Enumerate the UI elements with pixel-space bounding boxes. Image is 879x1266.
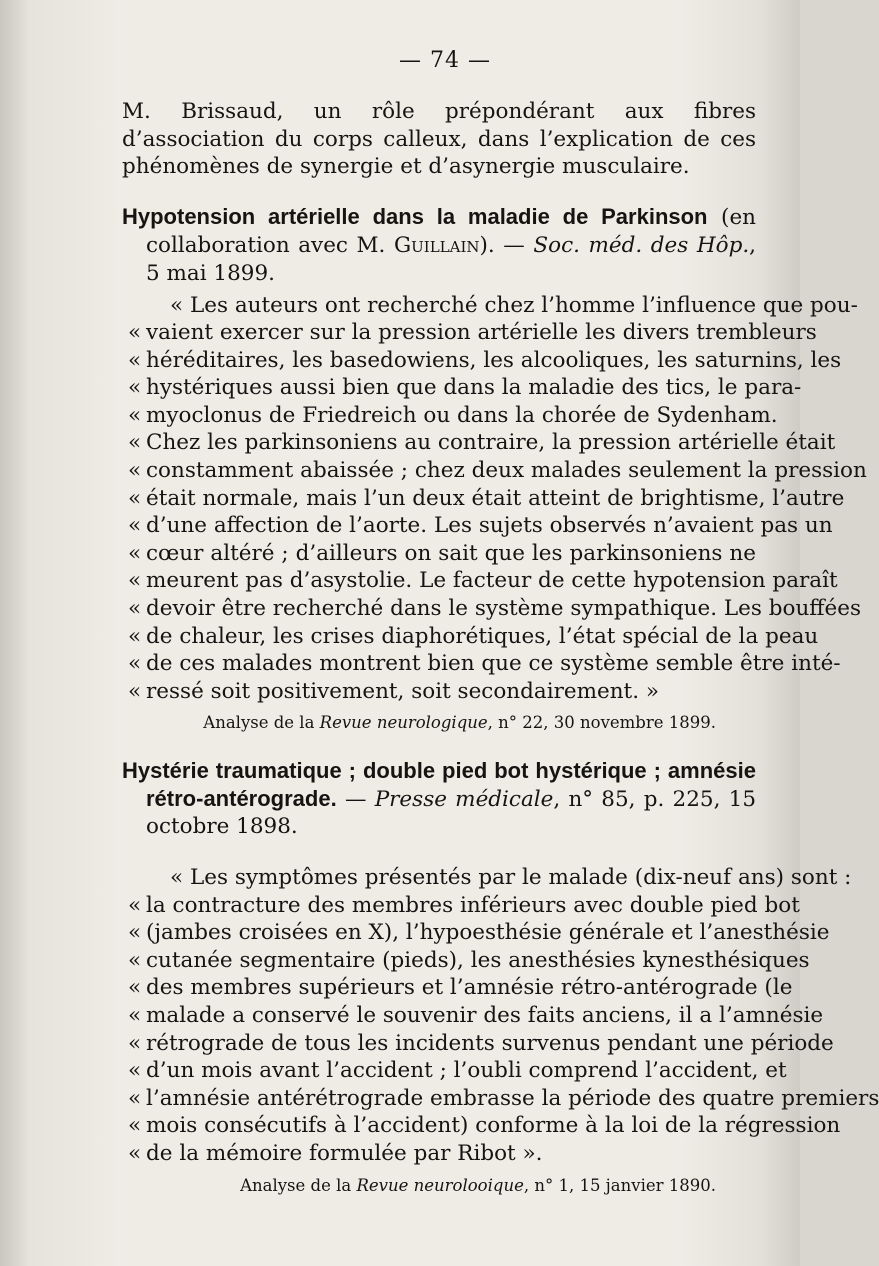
quote-line: myoclonus de Friedreich ou dans la chorée de Sydenham.: [146, 402, 778, 428]
coauthor-name: Guillain: [393, 232, 480, 258]
article2-date: , n° 85, p. 225, 15 octobre 1898.: [146, 787, 756, 839]
quote-line: (jambes croisées en X), l’hypoesthésie générale et l’anesthésie: [146, 920, 830, 946]
quote-line: héréditaires, les basedowiens, les alcooliques, les saturnins, les: [146, 347, 842, 373]
article1-title: Hypotension artérielle dans la maladie de Parkinson: [122, 203, 708, 229]
quote-line: « Les symptômes présentés par le malade (dix-neuf ans) sont :: [170, 865, 852, 890]
quote-line: était normale, mais l’un deux était atteint de brightisme, l’autre: [146, 485, 845, 511]
text-column: [122, 98, 879, 1199]
quote-line: mois consécutifs à l’accident) conforme à la loi de la régression: [146, 1113, 841, 1139]
quote-line: cutanée segmentaire (pieds), les anesthésies kynesthésiques: [146, 947, 810, 973]
article2-journal: Presse médicale: [374, 787, 554, 812]
intro-paragraph: M. Brissaud, un rôle prépondérant aux fibres d’association du corps calleux, dans l’explication de ces phénomènes de synergie et d’asynergie musculaire.: [122, 99, 756, 179]
quote-line: malade a conservé le souvenir des faits anciens, il a l’amnésie: [146, 1002, 824, 1028]
quote-line: d’un mois avant l’accident ; l’oubli comprend l’accident, et: [146, 1058, 787, 1084]
quote-line: Chez les parkinsoniens au contraire, la pression artérielle était: [146, 430, 836, 456]
article1-heading: Hypotension artérielle dans la maladie de Parkinson (en collaboration avec M. Guillain). — Soc. méd. des Hôp., 5 mai 1899.: [122, 203, 757, 286]
quote-line: cœur altéré ; d’ailleurs on sait que les parkinsoniens ne: [146, 540, 756, 566]
quote-line: ressé soit positivement, soit secondairement. »: [146, 678, 660, 704]
article2-quote: « Les symptômes présentés par le malade (dix-neuf ans) sont : « la contracture des membres inférieurs avec double pied bot « (jambes croisées en X), l’hypoesthésie générale et l’anesthésie « cutanée segmentaire (pieds), les anesthésies kynesthésiques « des membres supérieurs et l’amnésie rétro-antérograde (le « malade a conservé le souvenir des faits anciens, il a l’amnésie « rétrograde de tous les incidents survenus pendant une période « d’un mois avant l’accident ; l’oubli comprend l’accident, et « l’amnésie antérétrograde embrasse la période des quatre premiers « mois consécutifs à l’accident) conforme à la loi de la régression « de la mémoire formulée par Ribot ».: [128, 865, 879, 1166]
page-number: — 74 —: [399, 48, 491, 73]
quote-line: de ces malades montrent bien que ce système semble être inté-: [146, 651, 841, 677]
quote-line: « Les auteurs ont recherché chez l’homme l’influence que pou-: [170, 292, 858, 318]
article1-journal: Soc. méd. des Hôp.: [533, 232, 750, 258]
quote-line: meurent pas d’asystolie. Le facteur de cette hypotension paraît: [146, 568, 838, 594]
quote-line: de la mémoire formulée par Ribot ».: [146, 1140, 543, 1166]
quote-line: rétrograde de tous les incidents survenus pendant une période: [146, 1030, 834, 1056]
quote-line: des membres supérieurs et l’amnésie rétro-antérograde (le: [146, 975, 793, 1001]
quote-line: d’une affection de l’aorte. Les sujets observés n’avaient pas un: [146, 513, 833, 539]
quote-line: de chaleur, les crises diaphorétiques, l’état spécial de la peau: [146, 623, 819, 649]
article1-source: Analyse de la Revue neurologique, n° 22, 30 novembre 1899.: [203, 713, 716, 733]
quote-line: la contracture des membres inférieurs avec double pied bot: [146, 892, 800, 918]
article2-source: Analyse de la Revue neurolooique, n° 1, 15 janvier 1890.: [240, 1175, 716, 1195]
article2-title: Hystérie traumatique ; double pied bot hystérique ; amnésie rétro-antérograde.: [122, 758, 756, 811]
quote-line: devoir être recherché dans le système sympathique. Les bouffées: [146, 596, 862, 622]
quote-line: hystériques aussi bien que dans la maladie des tics, le para-: [146, 375, 802, 401]
article1-quote: « Les auteurs ont recherché chez l’homme l’influence que pou- « vaient exercer sur la pression artérielle les divers trembleurs « héréditaires, les basedowiens, les alcooliques, les saturnins, les « hystériques aussi bien que dans la maladie des tics, le para- « myoclonus de Friedreich ou dans la chorée de Sydenham. « Chez les parkinsoniens au contraire, la pression artérielle était « constamment abaissée ; chez deux malades seulement la pression « était normale, mais l’un deux était atteint de brightisme, l’autre « d’une affection de l’aorte. Les sujets observés n’avaient pas un « cœur altéré ; d’ailleurs on sait que les parkinsoniens ne « meurent pas d’asystolie. Le facteur de cette hypotension paraît « devoir être recherché dans le système sympathique. Les bouffées « de chaleur, les crises diaphorétiques, l’état spécial de la peau « de ces malades montrent bien que ce système semble être inté- « ressé soit positivement, soit secondairement. »: [128, 292, 867, 704]
quote-line: constamment abaissée ; chez deux malades seulement la pression: [146, 458, 867, 484]
article1-date: , 5 mai 1899.: [146, 232, 757, 286]
quote-line: l’amnésie antérétrograde embrasse la période des quatre premiers: [146, 1085, 879, 1111]
quote-line: vaient exercer sur la pression artérielle les divers trembleurs: [146, 320, 817, 346]
article2-heading: Hystérie traumatique ; double pied bot hystérique ; amnésie rétro-antérograde. — Presse médicale, n° 85, p. 225, 15 octobre 1898.: [122, 758, 756, 839]
